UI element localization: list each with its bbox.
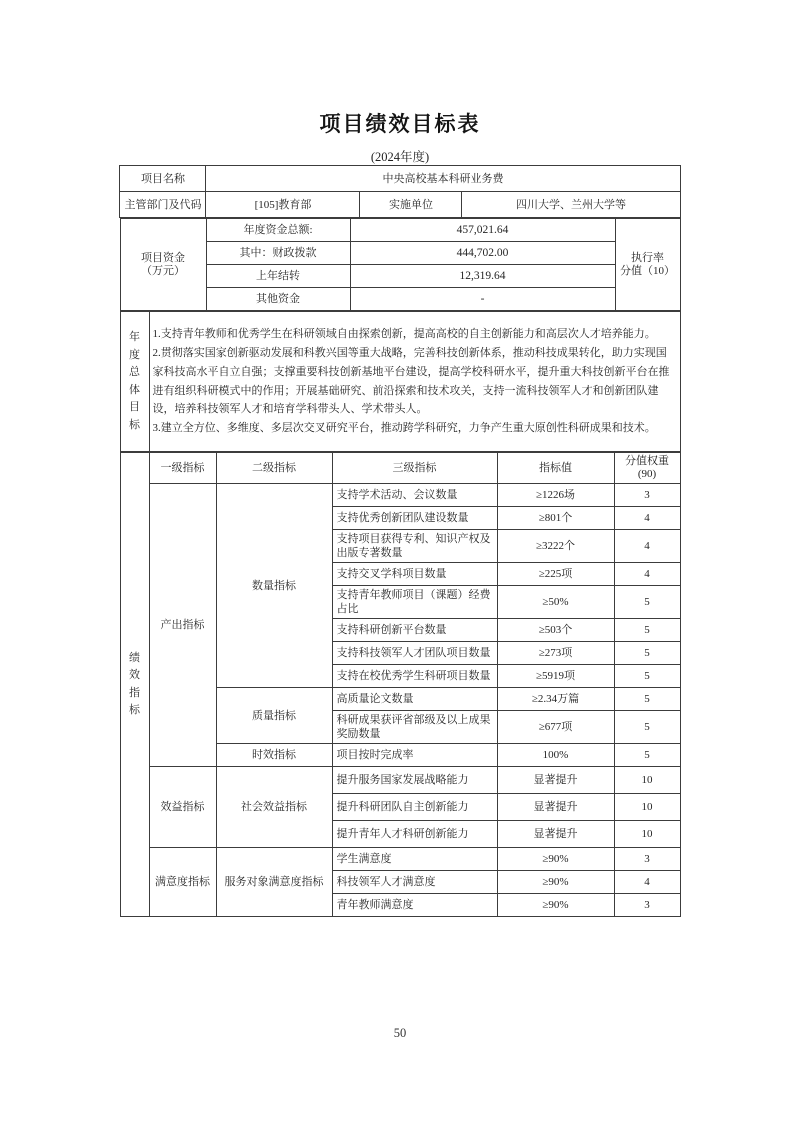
impl-unit-value: 四川大学、兰州大学等: [462, 192, 680, 218]
indicator-name: 青年教师满意度: [332, 894, 497, 917]
indicator-value: 显著提升: [497, 767, 614, 794]
indicator-name: 高质量论文数量: [332, 688, 497, 711]
indicator-weight: 5: [614, 744, 680, 767]
annual-goal-header: [120, 312, 149, 452]
indicator-weight: 3: [614, 848, 680, 871]
table-row: [120, 166, 680, 192]
execution-rate-line1: 执行率: [631, 251, 664, 264]
indicator-name: 提升科研团队自主创新能力: [332, 794, 497, 821]
funding-table: [120, 218, 681, 311]
indicator-value: ≥90%: [497, 871, 614, 894]
table-row: [120, 312, 680, 452]
header-level2: 二级指标: [216, 453, 332, 484]
goal-item-1: 1.支持青年教师和优秀学生在科研领域自由探索创新，提高高校的自主创新能力和高层次人才培养能力。: [152, 328, 656, 341]
indicator-name: 支持青年教师项目（课题）经费占比: [332, 586, 497, 619]
execution-rate-line2: 分值（10）: [620, 264, 675, 277]
level2-quantity: 数量指标: [216, 484, 332, 688]
indicator-value: ≥225项: [497, 563, 614, 586]
annual-goal-text: [149, 312, 680, 452]
funding-header: [120, 219, 206, 311]
funding-row-label: 其中：财政拨款: [206, 242, 350, 265]
header-weight: 分值权重 (90): [614, 453, 680, 484]
project-name-label: 项目名称: [120, 166, 206, 192]
indicator-weight: 5: [614, 711, 680, 744]
indicators-table: [120, 452, 681, 917]
annual-goal-header-text: 年度总体目标: [129, 331, 140, 431]
indicator-name: 支持在校优秀学生科研项目数量: [332, 665, 497, 688]
funding-row-value: 444,702.00: [350, 242, 615, 265]
level2-social-benefit: 社会效益指标: [216, 767, 332, 848]
funding-row-value: -: [350, 288, 615, 311]
level2-service-satisfaction: 服务对象满意度指标: [216, 848, 332, 917]
indicators-side-header: [120, 453, 149, 917]
indicator-weight: 5: [614, 688, 680, 711]
indicator-weight: 4: [614, 563, 680, 586]
indicator-value: ≥273项: [497, 642, 614, 665]
indicator-value: ≥1226场: [497, 484, 614, 507]
header-value: 指标值: [497, 453, 614, 484]
table-row: [120, 767, 680, 794]
indicator-weight: 5: [614, 642, 680, 665]
level1-output: 产出指标: [149, 484, 216, 767]
indicator-value: 100%: [497, 744, 614, 767]
table-row: [120, 219, 680, 242]
project-name-value: 中央高校基本科研业务费: [206, 166, 680, 192]
indicator-value: ≥2.34万篇: [497, 688, 614, 711]
indicator-weight: 10: [614, 767, 680, 794]
funding-row-label: 其他资金: [206, 288, 350, 311]
page-subtitle: (2024年度): [370, 150, 430, 164]
indicator-value: 显著提升: [497, 821, 614, 848]
impl-unit-label: 实施单位: [360, 192, 462, 218]
header-level1: 一级指标: [149, 453, 216, 484]
indicator-weight: 3: [614, 894, 680, 917]
funding-row-label: 上年结转: [206, 265, 350, 288]
indicator-name: 提升青年人才科研创新能力: [332, 821, 497, 848]
level2-timeliness: 时效指标: [216, 744, 332, 767]
table-row: [120, 848, 680, 871]
indicator-name: 支持优秀创新团队建设数量: [332, 507, 497, 530]
indicator-name: 支持学术活动、会议数量: [332, 484, 497, 507]
indicator-weight: 5: [614, 619, 680, 642]
level1-satisfaction: 满意度指标: [149, 848, 216, 917]
indicator-value: ≥677项: [497, 711, 614, 744]
indicators-header-row: [120, 453, 680, 484]
funding-row-value: 457,021.64: [350, 219, 615, 242]
goal-item-2: 2.贯彻落实国家创新驱动发展和科教兴国等重大战略，完善科技创新体系，推动科技成果转化，助力实现国家科技高水平自立自强；支撑重要科技创新基地平台建设，提高学校科研水平，提升重大科技创新平台在推进有组织科研模式中的作用；开展基础研究、前沿探索和技术攻关，支持一流科技领军人才和创新团队建设，培养科技领军人才和培育学科带头人、学术带头人。: [152, 346, 670, 416]
indicators-side-header-text: 绩效指标: [129, 651, 140, 716]
indicator-name: 科技领军人才满意度: [332, 871, 497, 894]
indicator-weight: 10: [614, 794, 680, 821]
level1-benefit: 效益指标: [149, 767, 216, 848]
funding-row-label: 年度资金总额:: [206, 219, 350, 242]
indicator-value: ≥503个: [497, 619, 614, 642]
indicator-name: 支持项目获得专利、知识产权及出版专著数量: [332, 530, 497, 563]
indicator-weight: 4: [614, 871, 680, 894]
indicator-value: ≥50%: [497, 586, 614, 619]
indicator-name: 项目按时完成率: [332, 744, 497, 767]
indicator-weight: 5: [614, 665, 680, 688]
dept-label: 主管部门及代码: [120, 192, 206, 218]
indicator-name: 学生满意度: [332, 848, 497, 871]
indicator-value: ≥3222个: [497, 530, 614, 563]
indicator-weight: 5: [614, 586, 680, 619]
indicator-weight: 3: [614, 484, 680, 507]
dept-value: [105]教育部: [206, 192, 360, 218]
indicator-name: 支持科研创新平台数量: [332, 619, 497, 642]
indicator-name: 支持交叉学科项目数量: [332, 563, 497, 586]
page-number: 50: [393, 1026, 407, 1040]
indicator-name: 提升服务国家发展战略能力: [332, 767, 497, 794]
annual-goal-table: [120, 311, 681, 452]
funding-header-line2: （万元）: [141, 264, 185, 277]
header-level3: 三级指标: [332, 453, 497, 484]
page-title: 项目绩效目标表: [319, 113, 481, 136]
indicator-name: 科研成果获评省部级及以上成果奖励数量: [332, 711, 497, 744]
indicator-value: ≥90%: [497, 894, 614, 917]
indicator-value: ≥801个: [497, 507, 614, 530]
indicator-weight: 4: [614, 507, 680, 530]
indicator-value: 显著提升: [497, 794, 614, 821]
funding-row-value: 12,319.64: [350, 265, 615, 288]
goal-item-3: 3.建立全方位、多维度、多层次交叉研究平台，推动跨学科研究，力争产生重大原创性科研成果和技术。: [152, 422, 656, 435]
indicator-name: 支持科技领军人才团队项目数量: [332, 642, 497, 665]
indicator-value: ≥90%: [497, 848, 614, 871]
table-row: [120, 484, 680, 507]
table-row: [120, 192, 680, 218]
level2-quality: 质量指标: [216, 688, 332, 744]
indicator-weight: 4: [614, 530, 680, 563]
funding-header-line1: 项目资金: [141, 251, 185, 264]
basic-info-table: [119, 165, 680, 218]
indicator-value: ≥5919项: [497, 665, 614, 688]
indicator-weight: 10: [614, 821, 680, 848]
execution-rate-cell: [615, 219, 680, 311]
